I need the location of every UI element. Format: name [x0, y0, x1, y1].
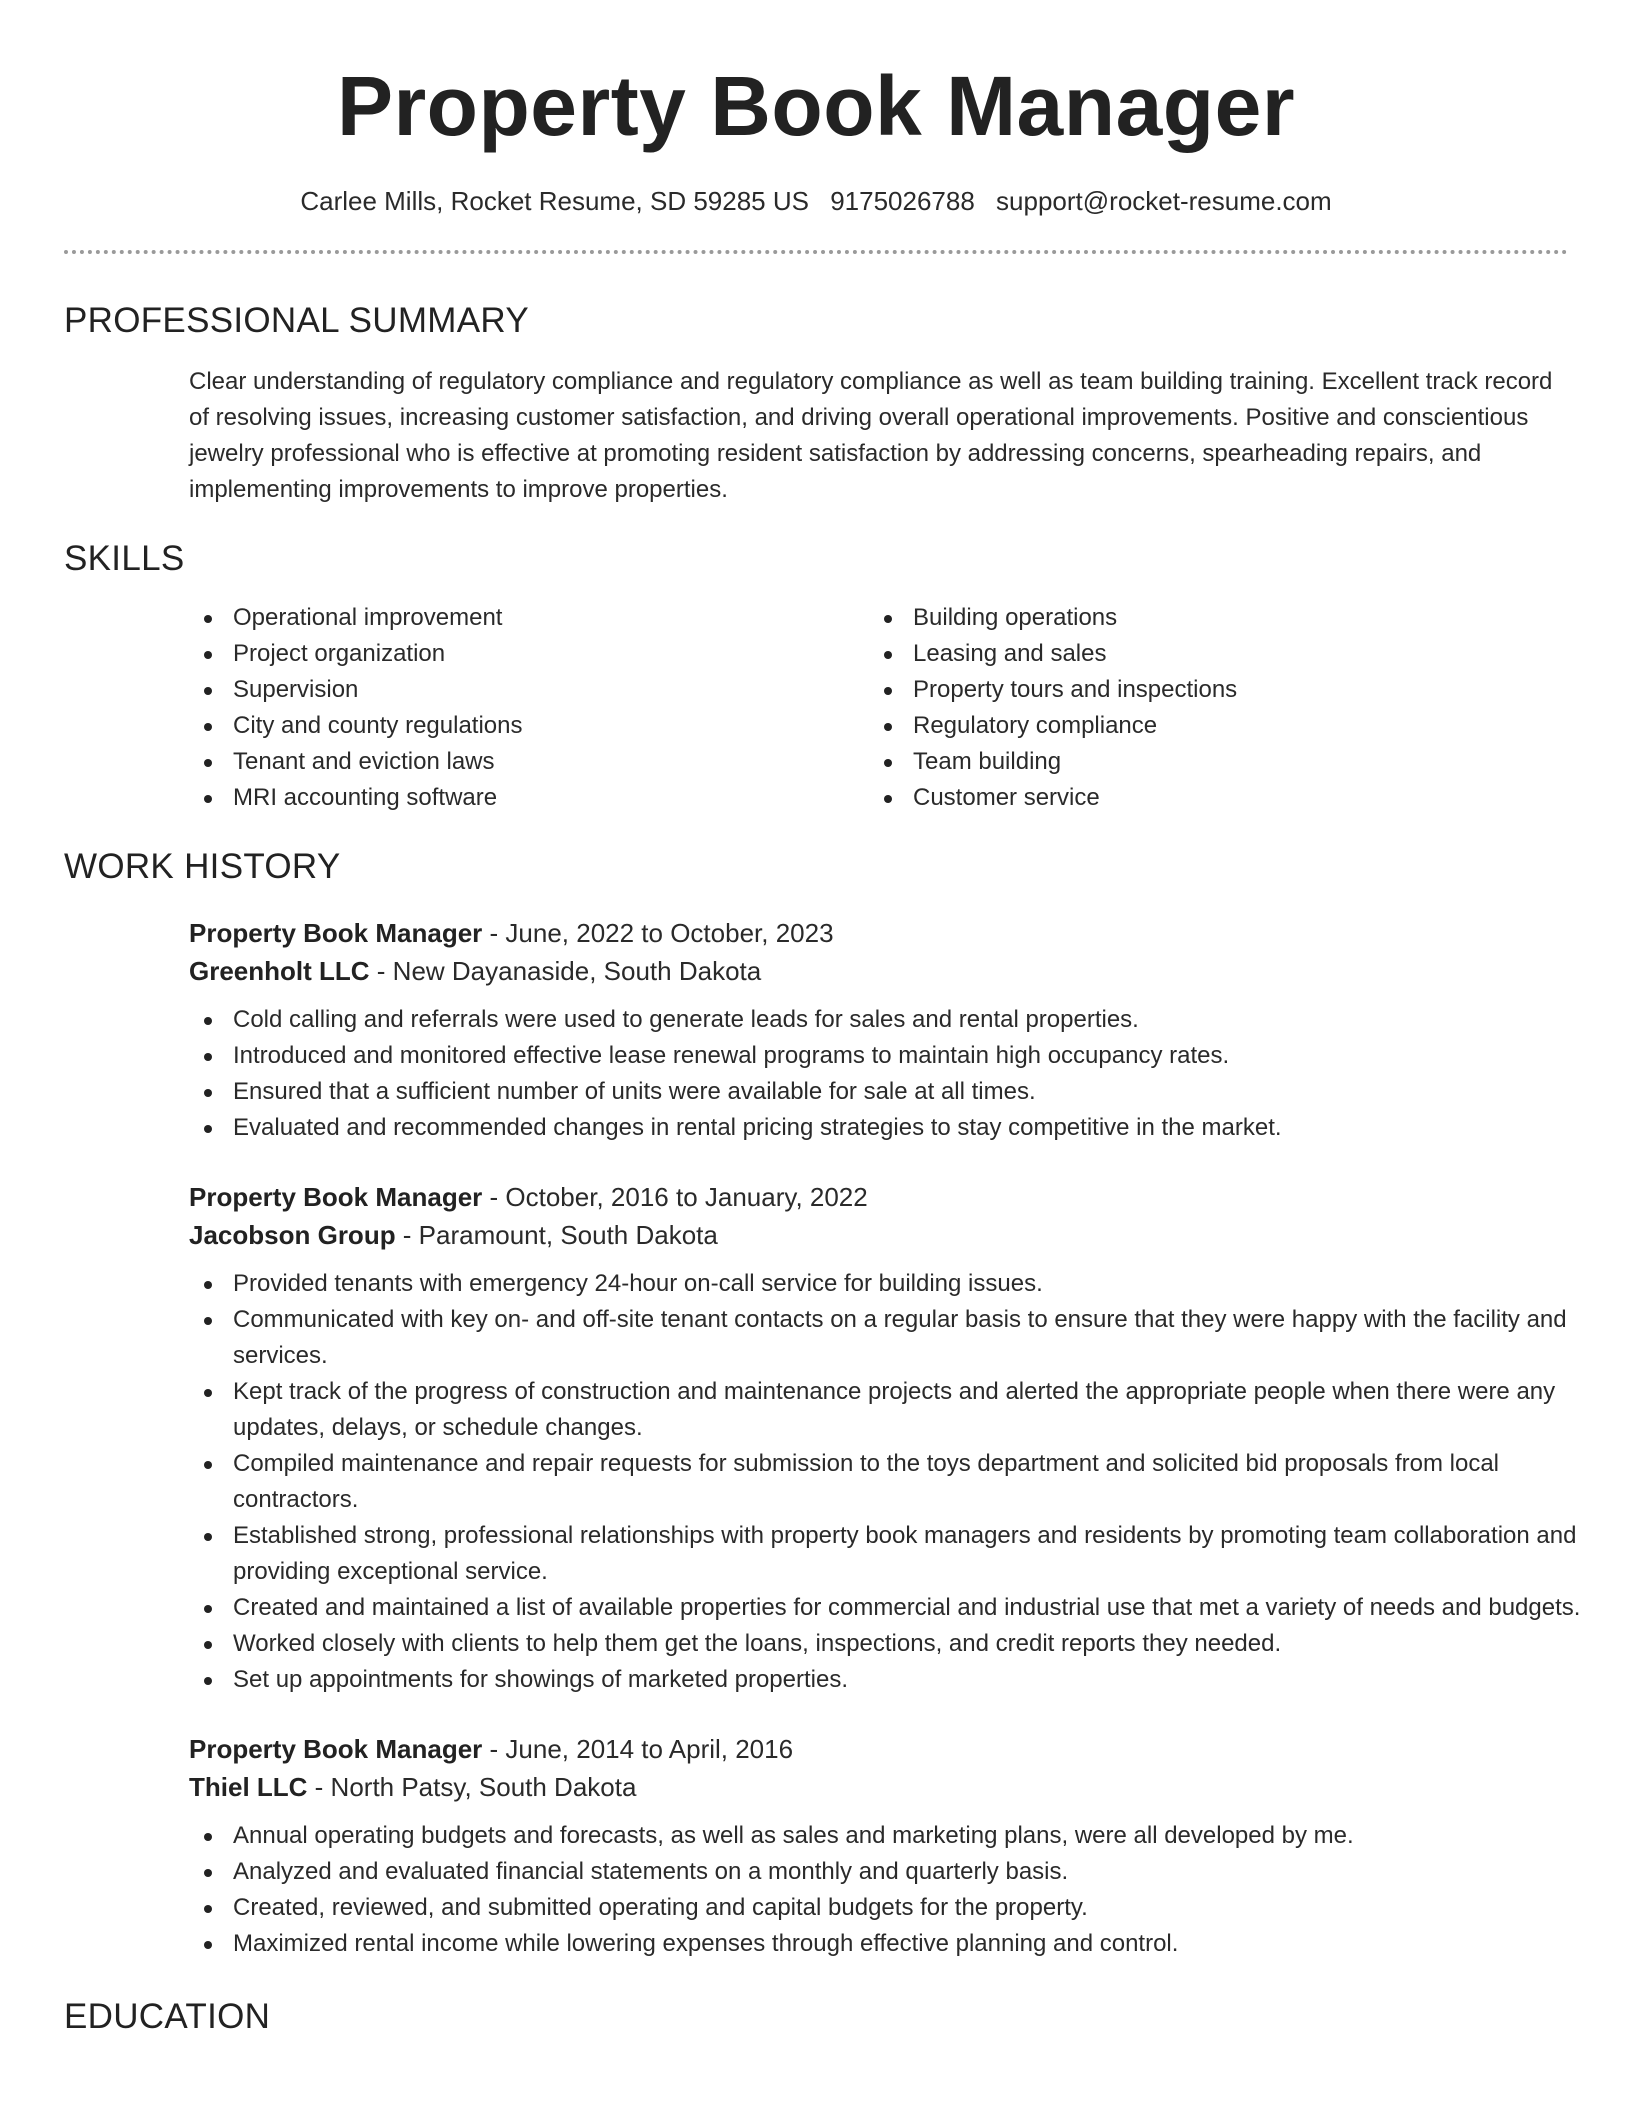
job-bullets — [189, 1002, 1629, 1146]
skill-item: Building operations — [869, 600, 1549, 636]
job-bullet: Worked closely with clients to help them get the loans, inspections, and credit reports they needed. — [189, 1626, 1629, 1662]
skills-heading: SKILLS — [64, 539, 185, 578]
job-entry — [189, 914, 1568, 1146]
job-bullets — [189, 1266, 1629, 1698]
job-role-line — [189, 1178, 1568, 1216]
job-bullet: Created, reviewed, and submitted operating and capital budgets for the property. — [189, 1890, 1629, 1926]
job-dates: - June, 2014 to April, 2016 — [482, 1734, 794, 1764]
job-dates: - October, 2016 to January, 2022 — [482, 1182, 868, 1212]
skill-item: MRI accounting software — [189, 780, 869, 816]
skill-item: Team building — [869, 744, 1549, 780]
job-bullets — [189, 1818, 1629, 1962]
skill-item: Supervision — [189, 672, 869, 708]
job-entry — [189, 1178, 1581, 1698]
job-location: - Paramount, South Dakota — [395, 1220, 718, 1250]
job-company-line — [189, 1768, 1568, 1806]
work-history-heading: WORK HISTORY — [64, 847, 341, 886]
skills-column-right — [869, 600, 1549, 816]
job-bullet: Communicated with key on- and off-site tenant contacts on a regular basis to ensure that they were happy with the facility and services. — [189, 1302, 1629, 1374]
job-dates: - June, 2022 to October, 2023 — [482, 918, 834, 948]
job-role: Property Book Manager — [189, 1182, 483, 1212]
job-role: Property Book Manager — [189, 918, 483, 948]
summary-heading: PROFESSIONAL SUMMARY — [64, 301, 529, 340]
job-bullet: Analyzed and evaluated financial statements on a monthly and quarterly basis. — [189, 1854, 1629, 1890]
job-role-line — [189, 914, 1568, 952]
job-location: - New Dayanaside, South Dakota — [369, 956, 762, 986]
job-bullet: Ensured that a sufficient number of units were available for sale at all times. — [189, 1074, 1629, 1110]
skill-item: Customer service — [869, 780, 1549, 816]
job-bullet: Kept track of the progress of construction and maintenance projects and alerted the appropriate people when there were any updates, delays, or schedule changes. — [189, 1374, 1629, 1446]
job-company: Thiel LLC — [189, 1772, 308, 1802]
summary-text: Clear understanding of regulatory compliance and regulatory compliance as well as team building training. Excellent track record of resolving issues, increasing customer satisfaction, and driving overall operational improvements. Positive and conscientious jewelry professional who is effective at promoting resident satisfaction by addressing concerns, spearheading repairs, and implementing improvements to improve properties. — [189, 368, 1553, 503]
job-role-line — [189, 1730, 1568, 1768]
job-role: Property Book Manager — [189, 1734, 483, 1764]
job-entry — [189, 1730, 1568, 1962]
job-bullet: Introduced and monitored effective lease renewal programs to maintain high occupancy rates. — [189, 1038, 1629, 1074]
job-bullet: Annual operating budgets and forecasts, as well as sales and marketing plans, were all developed by me. — [189, 1818, 1629, 1854]
skill-item: Project organization — [189, 636, 869, 672]
skills-column-left — [189, 600, 869, 816]
job-bullet: Created and maintained a list of available properties for commercial and industrial use that met a variety of needs and budgets. — [189, 1590, 1629, 1626]
skill-item: Leasing and sales — [869, 636, 1549, 672]
job-company-line — [189, 1216, 1568, 1254]
job-bullet: Evaluated and recommended changes in rental pricing strategies to stay competitive in the market. — [189, 1110, 1629, 1146]
job-company: Jacobson Group — [189, 1220, 396, 1250]
contact-line — [64, 184, 1568, 218]
skill-item: City and county regulations — [189, 708, 869, 744]
job-bullet: Maximized rental income while lowering expenses through effective planning and control. — [189, 1926, 1629, 1962]
skills-list — [189, 600, 1568, 816]
job-location: - North Patsy, South Dakota — [307, 1772, 637, 1802]
job-company: Greenholt LLC — [189, 956, 370, 986]
contact-address: Carlee Mills, Rocket Resume, SD 59285 US — [300, 186, 809, 216]
skill-item: Regulatory compliance — [869, 708, 1549, 744]
contact-phone: 9175026788 — [830, 186, 975, 216]
job-company-line — [189, 952, 1568, 990]
skill-item: Operational improvement — [189, 600, 869, 636]
skill-item: Property tours and inspections — [869, 672, 1549, 708]
job-bullet: Established strong, professional relationships with property book managers and residents by promoting team collaboration and providing exceptional service. — [189, 1518, 1629, 1590]
job-bullet: Provided tenants with emergency 24-hour on-call service for building issues. — [189, 1266, 1629, 1302]
skill-item: Tenant and eviction laws — [189, 744, 869, 780]
education-heading: EDUCATION — [64, 1997, 271, 2036]
job-bullet: Cold calling and referrals were used to generate leads for sales and rental properties. — [189, 1002, 1629, 1038]
resume-title: Property Book Manager — [336, 59, 1296, 153]
contact-email: support@rocket-resume.com — [996, 186, 1332, 216]
job-bullet: Compiled maintenance and repair requests for submission to the toys department and solicited bid proposals from local contractors. — [189, 1446, 1629, 1518]
job-bullet: Set up appointments for showings of marketed properties. — [189, 1662, 1629, 1698]
header-divider — [64, 250, 1568, 254]
